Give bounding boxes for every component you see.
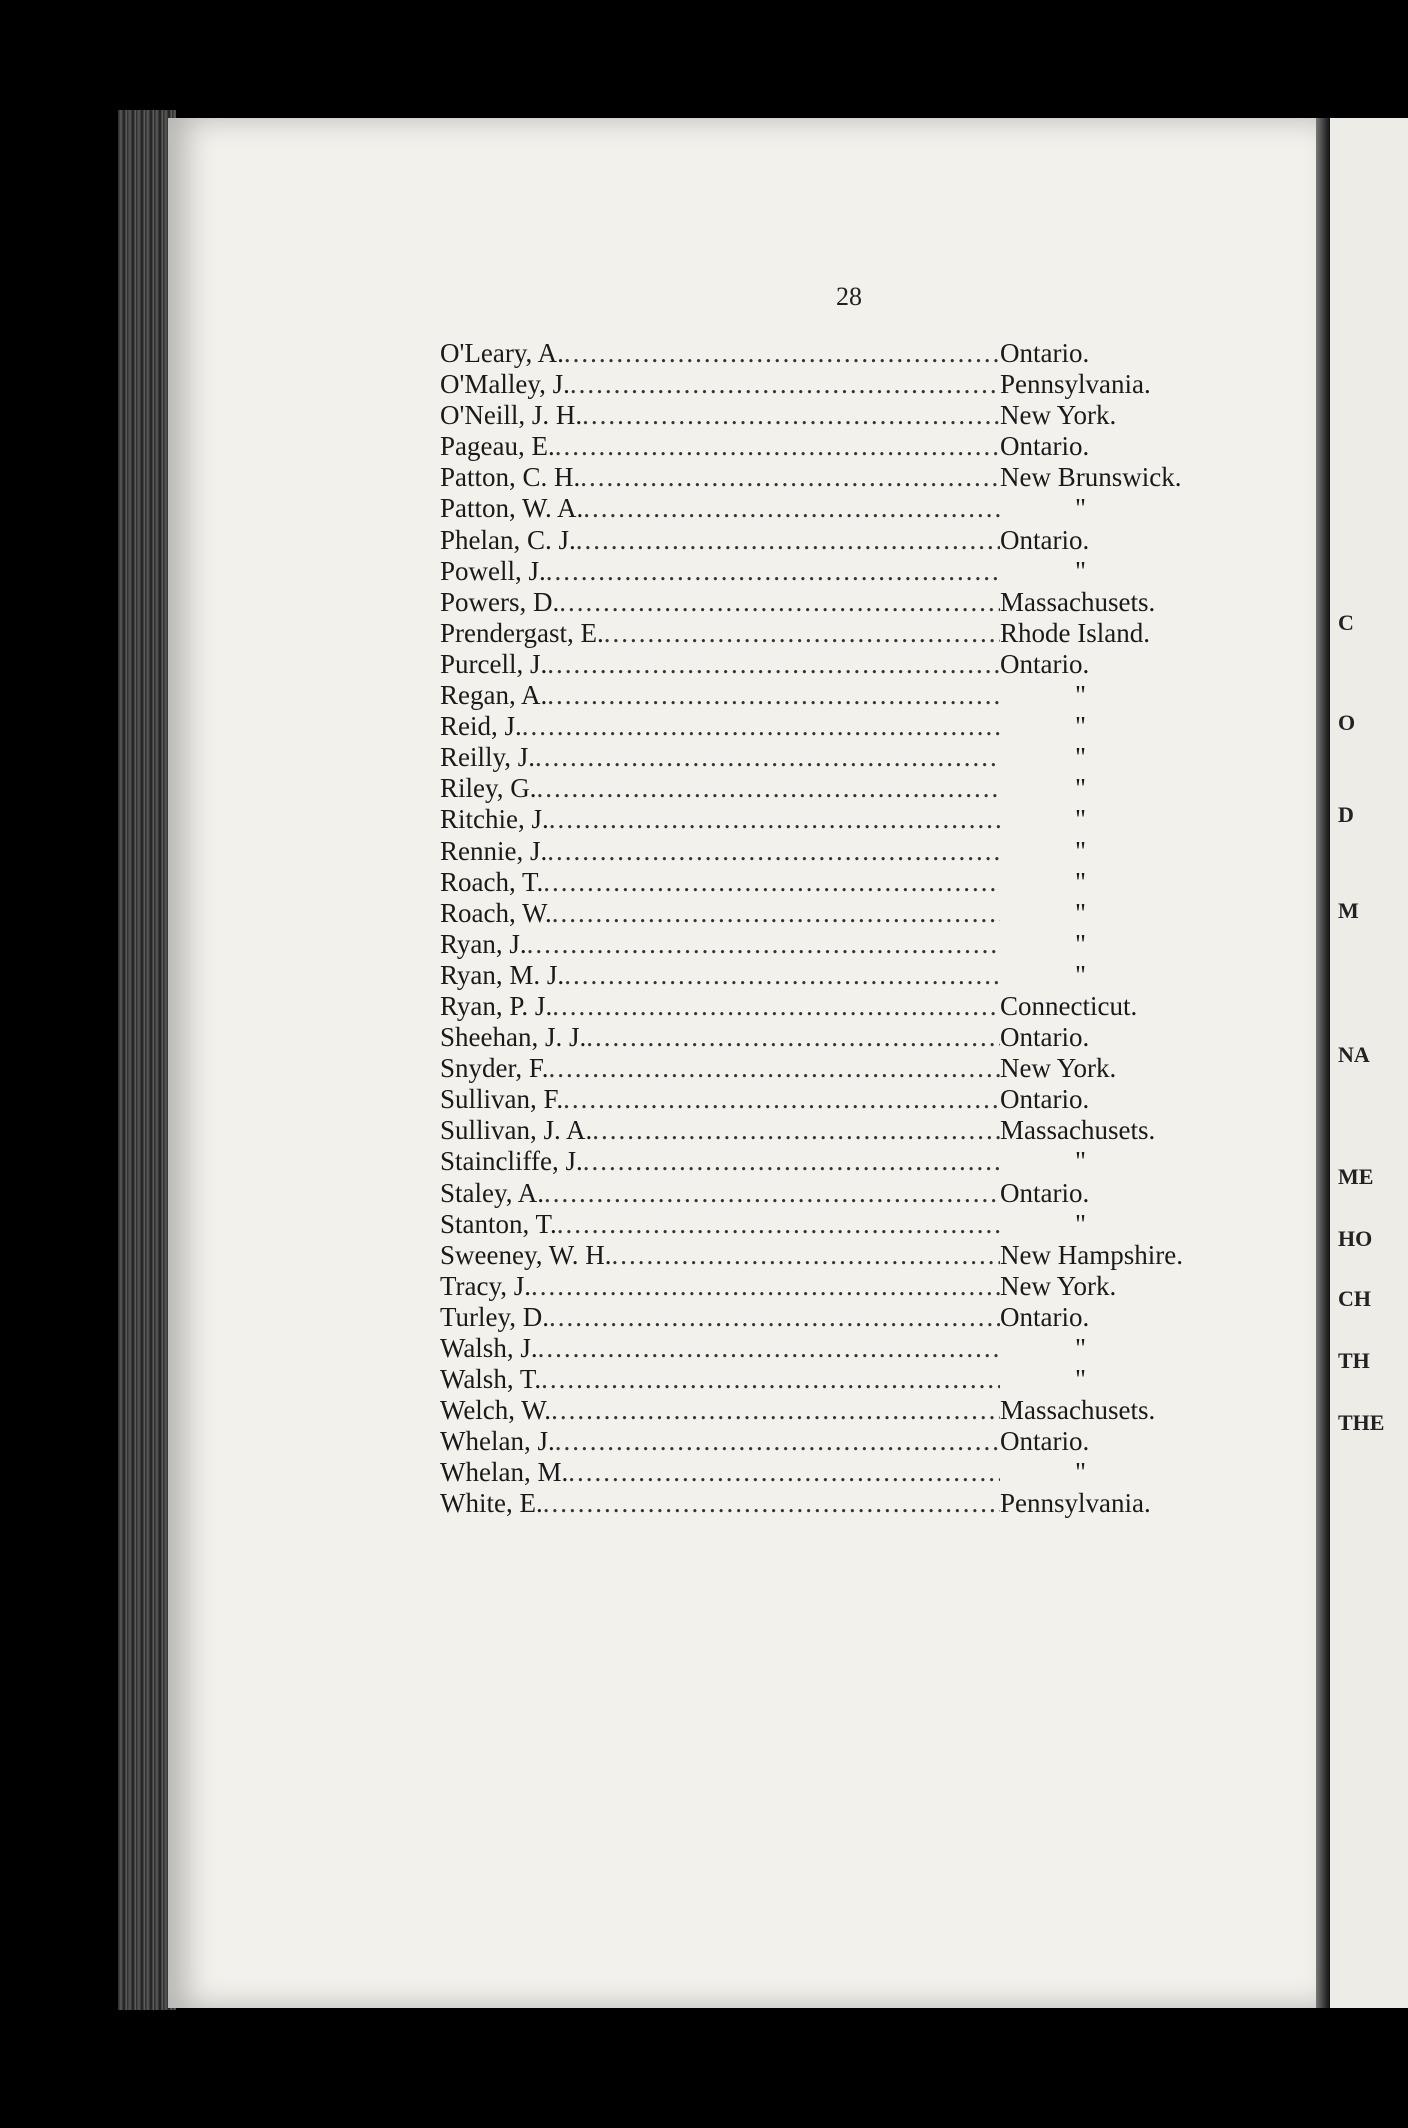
entry-name: Sweeney, W. H.	[440, 1239, 612, 1270]
list-item	[440, 898, 1240, 929]
adjacent-page-text: O	[1338, 710, 1356, 735]
entry-name: Ryan, J.	[440, 928, 527, 959]
ditto-mark: "	[1075, 897, 1087, 928]
entry-name: Snyder, F.	[440, 1053, 549, 1084]
leader-dots	[563, 1084, 1000, 1115]
entry-name: O'Malley, J.	[440, 369, 570, 400]
ditto-mark: "	[1075, 804, 1087, 835]
leader-dots	[543, 1488, 1000, 1519]
leader-dots	[549, 1053, 1000, 1084]
list-item	[440, 1395, 1240, 1426]
entry-place: Ontario.	[1000, 524, 1090, 555]
list-item	[440, 369, 1240, 400]
leader-dots	[576, 525, 1000, 556]
entry-place: New York.	[1000, 1053, 1117, 1084]
ditto-mark: "	[1075, 1146, 1087, 1177]
entry-place: Ontario.	[1000, 1177, 1090, 1208]
leader-dots	[557, 1209, 1000, 1240]
entry-name: Sheehan, J. J.	[440, 1022, 587, 1053]
list-item	[440, 1209, 1240, 1240]
entry-place: Ontario.	[1000, 648, 1090, 679]
leader-dots	[582, 400, 1000, 431]
ditto-mark: "	[1075, 1333, 1087, 1363]
list-item	[440, 556, 1240, 587]
list-item	[440, 960, 1240, 991]
list-item	[440, 1364, 1240, 1395]
adjacent-page-text: NA	[1338, 1042, 1370, 1067]
entry-name: White, E.	[440, 1488, 543, 1519]
leader-dots	[549, 1302, 1000, 1333]
adjacent-page-text: M	[1338, 898, 1359, 923]
leader-dots	[546, 556, 1000, 587]
leader-dots	[537, 773, 1001, 804]
leader-dots	[611, 1240, 1000, 1271]
list-item	[440, 1488, 1240, 1519]
list-item	[440, 1084, 1240, 1115]
name-place-list	[440, 338, 1240, 1520]
leader-dots	[564, 338, 1000, 369]
entry-name: Reilly, J.	[440, 742, 536, 773]
entry-name: Roach, T.	[440, 866, 544, 897]
entry-name: O'Neill, J. H.	[440, 400, 583, 431]
list-item	[440, 1022, 1240, 1053]
entry-name: Sullivan, J. A.	[440, 1115, 593, 1146]
ditto-mark: "	[1075, 1457, 1087, 1488]
entry-place: Pennsylvania.	[1000, 1488, 1151, 1519]
entry-name: Powers, D.	[440, 586, 560, 617]
leader-dots	[531, 1271, 1000, 1302]
list-item	[440, 525, 1240, 556]
entry-name: Tracy, J.	[440, 1270, 532, 1301]
adjacent-page-text: CH	[1338, 1286, 1371, 1311]
leader-dots	[551, 1395, 1000, 1426]
leader-dots	[580, 462, 1000, 493]
leader-dots	[549, 804, 1000, 835]
entry-name: Phelan, C. J.	[440, 524, 576, 555]
leader-dots	[543, 867, 1000, 898]
list-item	[440, 1240, 1240, 1271]
ditto-mark: "	[1075, 680, 1087, 711]
entry-name: Stanton, T.	[440, 1208, 557, 1239]
entry-name: Ryan, P. J.	[440, 990, 553, 1021]
leader-dots	[538, 1333, 1000, 1364]
ditto-mark: "	[1075, 835, 1087, 866]
list-item	[440, 929, 1240, 960]
ditto-mark: "	[1075, 1208, 1087, 1239]
entry-name: Rennie, J.	[440, 835, 548, 866]
list-item	[440, 1302, 1240, 1333]
leader-dots	[547, 649, 1000, 680]
leader-dots	[568, 1457, 1000, 1488]
entry-place: Rhode Island.	[1000, 617, 1150, 648]
entry-place: New York.	[1000, 1270, 1117, 1301]
list-item	[440, 649, 1240, 680]
ditto-mark: "	[1075, 1364, 1087, 1395]
list-item	[440, 1457, 1240, 1488]
entry-place: Ontario.	[1000, 338, 1090, 368]
leader-dots	[604, 618, 1000, 649]
entry-name: Purcell, J.	[440, 648, 548, 679]
list-item	[440, 493, 1240, 524]
list-item	[440, 1333, 1240, 1364]
entry-name: Walsh, T.	[440, 1364, 542, 1395]
adjacent-page-text: TH	[1338, 1348, 1370, 1373]
leader-dots	[555, 1426, 1000, 1457]
ditto-mark: "	[1075, 773, 1087, 804]
entry-name: Staley, A.	[440, 1177, 544, 1208]
adjacent-page-text: HO	[1338, 1226, 1373, 1251]
leader-dots	[544, 1178, 1000, 1209]
adjacent-page-text: ME	[1338, 1164, 1374, 1189]
entry-name: Whelan, M.	[440, 1457, 569, 1488]
list-item	[440, 1146, 1240, 1177]
entry-name: Prendergast, E.	[440, 617, 604, 648]
list-item	[440, 804, 1240, 835]
leader-dots	[541, 1364, 1000, 1395]
list-item	[440, 618, 1240, 649]
list-item	[440, 742, 1240, 773]
entry-name: Ryan, M. J.	[440, 959, 565, 990]
adjacent-page-text: THE	[1338, 1410, 1385, 1435]
list-item	[440, 836, 1240, 867]
entry-name: Reid, J.	[440, 711, 522, 742]
list-item	[440, 1178, 1240, 1209]
list-item	[440, 991, 1240, 1022]
list-item	[440, 773, 1240, 804]
ditto-mark: "	[1075, 959, 1087, 990]
entry-name: Patton, W. A.	[440, 493, 584, 524]
entry-place: Massachusets.	[1000, 586, 1156, 617]
leader-dots	[552, 991, 1000, 1022]
list-item	[440, 1053, 1240, 1084]
ditto-mark: "	[1075, 928, 1087, 959]
ditto-mark: "	[1075, 555, 1087, 586]
list-item	[440, 867, 1240, 898]
list-item	[440, 1115, 1240, 1146]
entry-place: New Brunswick.	[1000, 462, 1182, 493]
entry-name: Sullivan, F.	[440, 1084, 564, 1115]
adjacent-page-text: D	[1338, 802, 1354, 827]
leader-dots	[552, 898, 1000, 929]
leader-dots	[559, 587, 1000, 618]
leader-dots	[547, 680, 1000, 711]
list-item	[440, 462, 1240, 493]
entry-place: Ontario.	[1000, 1301, 1090, 1332]
leader-dots	[527, 929, 1000, 960]
list-item	[440, 1426, 1240, 1457]
entry-name: Turley, D.	[440, 1301, 550, 1332]
leader-dots	[547, 836, 1000, 867]
leader-dots	[586, 1022, 1000, 1053]
entry-name: Staincliffe, J.	[440, 1146, 583, 1177]
entry-place: Massachusets.	[1000, 1395, 1156, 1426]
entry-name: Roach, W.	[440, 897, 552, 928]
list-item	[440, 587, 1240, 618]
entry-place: New Hampshire.	[1000, 1239, 1183, 1270]
leader-dots	[522, 711, 1000, 742]
entry-name: Regan, A.	[440, 680, 548, 711]
entry-place: Massachusets.	[1000, 1115, 1156, 1146]
entry-place: Ontario.	[1000, 1426, 1090, 1457]
ditto-mark: "	[1075, 711, 1087, 742]
page-number: 28	[836, 282, 862, 311]
entry-name: O'Leary, A.	[440, 338, 564, 368]
leader-dots	[564, 960, 1000, 991]
leader-dots	[583, 493, 1000, 524]
list-item	[440, 1271, 1240, 1302]
ditto-mark: "	[1075, 493, 1087, 524]
book-gutter	[1316, 118, 1330, 2008]
leader-dots	[570, 369, 1000, 400]
list-item	[440, 711, 1240, 742]
entry-name: Whelan, J.	[440, 1426, 555, 1457]
leader-dots	[535, 742, 1000, 773]
leader-dots	[592, 1115, 1000, 1146]
entry-place: Ontario.	[1000, 1022, 1090, 1053]
entry-place: Connecticut.	[1000, 990, 1138, 1021]
leader-dots	[555, 431, 1000, 462]
entry-place: Ontario.	[1000, 431, 1090, 462]
entry-name: Patton, C. H.	[440, 462, 581, 493]
entry-name: Powell, J.	[440, 555, 546, 586]
list-item	[440, 680, 1240, 711]
adjacent-page-fragment	[1330, 118, 1408, 2008]
list-item	[440, 431, 1240, 462]
entry-name: Riley, G.	[440, 773, 537, 804]
entry-name: Welch, W.	[440, 1395, 552, 1426]
entry-place: Pennsylvania.	[1000, 369, 1151, 400]
list-item	[440, 400, 1240, 431]
ditto-mark: "	[1075, 742, 1087, 773]
entry-name: Ritchie, J.	[440, 804, 549, 835]
leader-dots	[583, 1146, 1000, 1177]
entry-name: Pageau, E.	[440, 431, 555, 462]
entry-place: New York.	[1000, 400, 1117, 431]
list-item	[440, 338, 1240, 369]
entry-place: Ontario.	[1000, 1084, 1090, 1115]
entry-name: Walsh, J.	[440, 1333, 538, 1363]
adjacent-page-text: C	[1338, 610, 1354, 635]
ditto-mark: "	[1075, 866, 1087, 897]
